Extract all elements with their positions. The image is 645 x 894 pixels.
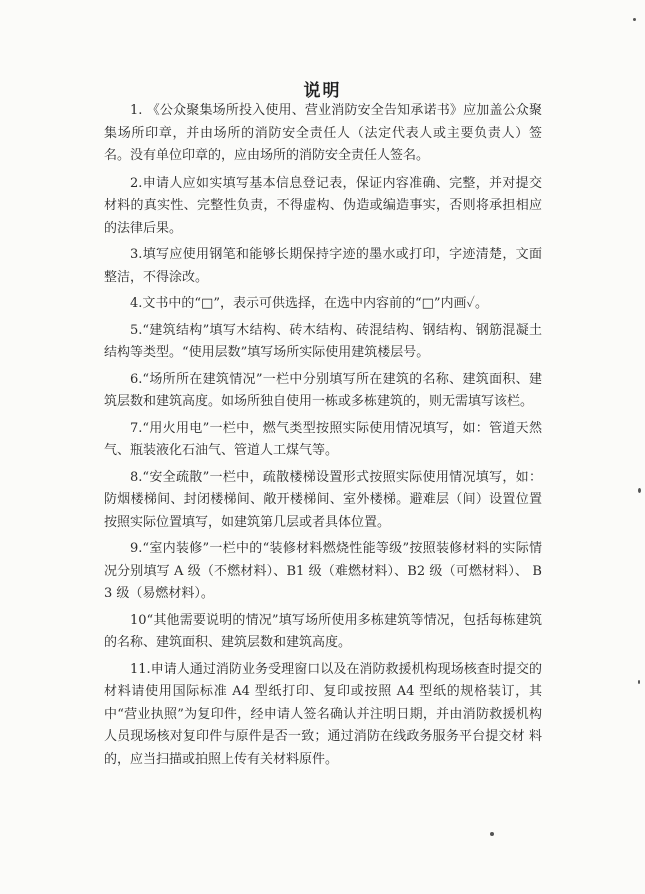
paragraph-11: 11.申请人通过消防业务受理窗口以及在消防救援机构现场核查时提交的材料请使用国际标准 A4 型纸打印、复印或按照 A4 型纸的规格装订，其中“营业执照”为复印件，经申请人签名确认并注明日期，并由消防救援机构人员现场核对复印件与原件是否一致；通过消防在线政务服务平台提交材 料的，应当扫描或拍照上传有关材料原件。 bbox=[104, 661, 542, 767]
scan-speck bbox=[638, 488, 641, 493]
paragraph-6: 6.“场所所在建筑情况”一栏中分别填写所在建筑的名称、建筑面积、建筑层数和建筑高度。如场所独自使用一栋或多栋建筑的，则无需填写该栏。 bbox=[104, 371, 542, 409]
scan-speck bbox=[490, 832, 494, 836]
document-body bbox=[104, 100, 542, 775]
paragraph-5: 5.“建筑结构”填写木结构、砖木结构、砖混结构、钢结构、钢筋混凝土结构等类型。“使用层数”填写场所实际使用建筑楼层号。 bbox=[104, 322, 542, 360]
paragraph-9: 9.“室内装修”一栏中的“装修材料燃烧性能等级”按照装修材料的实际情况分别填写 A 级（不燃材料）、B1 级（难燃材料）、B2 级（可燃材料）、 B3 级（易燃材料）。 bbox=[104, 541, 542, 601]
document-title: 说明 bbox=[303, 81, 342, 101]
scan-speck bbox=[633, 18, 636, 21]
scan-speck bbox=[638, 680, 640, 684]
paragraph-8: 8.“安全疏散”一栏中，疏散楼梯设置形式按照实际使用情况填写，如：防烟楼梯间、封闭楼梯间、敞开楼梯间、室外楼梯。避难层（间）设置位置按照实际位置填写，如建筑第几层或者具体位置。 bbox=[104, 469, 542, 530]
paragraph-4: 4.文书中的“□”，表示可供选择，在选中内容前的“□”内画✓。 bbox=[130, 296, 488, 311]
paragraph-1: 1. 《公众聚集场所投入使用、营业消防安全告知承诺书》应加盖公众聚集场所印章，并由场所的消防安全责任人（法定代表人或主要负责人）签名。没有单位印章的，应由场所的消防安全责任人签名。 bbox=[104, 103, 542, 163]
paragraph-10: 10“其他需要说明的情况”填写场所使用多栋建筑等情况，包括每栋建筑的名称、建筑面积、建筑层数和建筑高度。 bbox=[104, 612, 542, 650]
paragraph-2: 2.申请人应如实填写基本信息登记表，保证内容准确、完整，并对提交材料的真实性、完整性负责，不得虚构、伪造或编造事实，否则将承担相应的法律后果。 bbox=[104, 175, 542, 236]
paragraph-3: 3.填写应使用钢笔和能够长期保持字迹的墨水或打印，字迹清楚，文面整洁，不得涂改。 bbox=[104, 247, 542, 285]
paragraph-7: 7.“用火用电”一栏中，燃气类型按照实际使用情况填写，如：管道天然气、瓶装液化石油气、管道人工煤气等。 bbox=[104, 420, 542, 458]
